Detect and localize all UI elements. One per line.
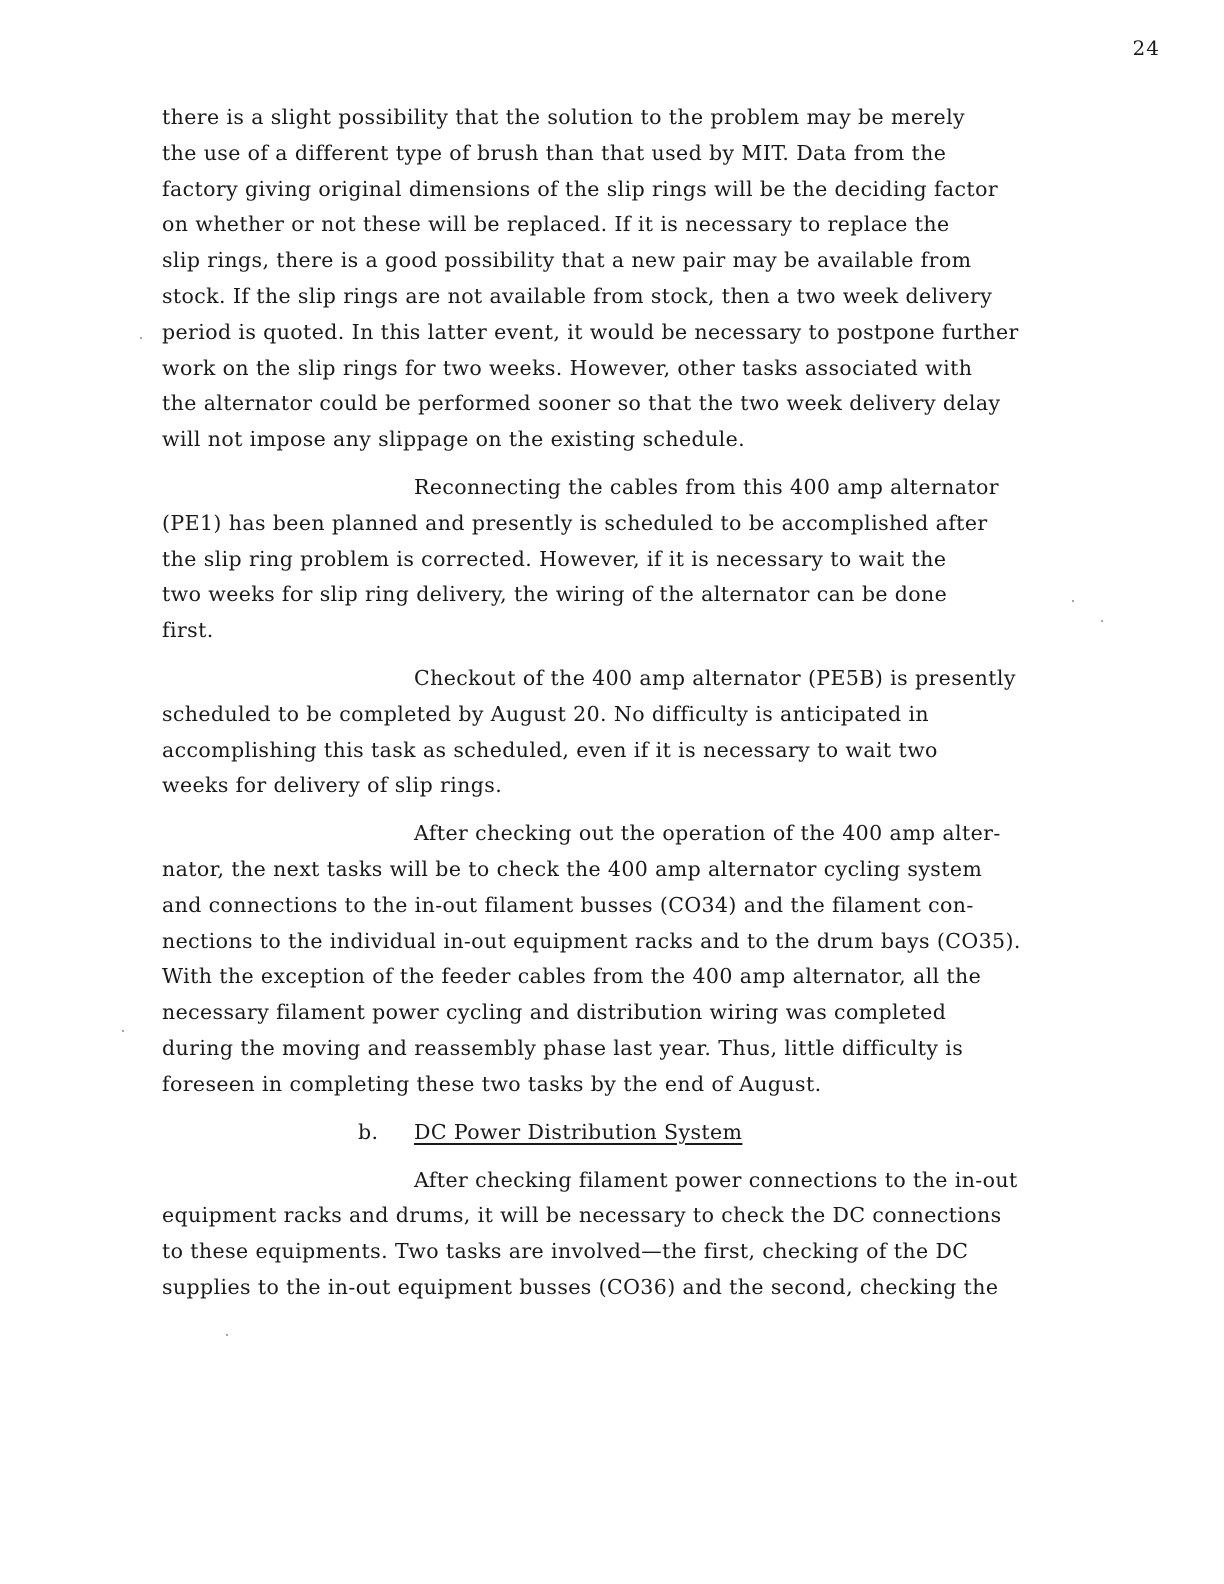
text-line: the alternator could be performed sooner so that the two week delivery delay	[162, 391, 1001, 416]
text-line: accomplishing this task as scheduled, even if it is necessary to wait two	[162, 737, 938, 762]
text-line: nator, the next tasks will be to check the 400 amp alternator cycling system	[162, 856, 983, 881]
text-line: weeks for delivery of slip rings.	[162, 773, 503, 798]
scan-speck	[1101, 620, 1103, 622]
section-letter: b.	[358, 1119, 379, 1144]
text-line: Checkout of the 400 amp alternator (PE5B) is presently	[414, 665, 1016, 690]
text-line: necessary filament power cycling and distribution wiring was completed	[162, 1000, 947, 1025]
text-line: scheduled to be completed by August 20. No difficulty is anticipated in	[162, 701, 930, 726]
text-line: equipment racks and drums, it will be necessary to check the DC connections	[162, 1203, 1002, 1228]
text-line: to these equipments. Two tasks are involved—the first, checking of the DC	[162, 1239, 969, 1264]
scan-speck	[226, 1334, 228, 1336]
section-title: DC Power Distribution System	[414, 1119, 743, 1144]
text-line: on whether or not these will be replaced. If it is necessary to replace the	[162, 212, 950, 237]
scan-speck	[1072, 600, 1074, 602]
text-line: After checking out the operation of the 400 amp alter-	[414, 821, 1001, 846]
text-line: period is quoted. In this latter event, it would be necessary to postpone further	[162, 319, 1019, 344]
paragraph-4	[162, 816, 1112, 1102]
text-line: After checking filament power connections to the in-out	[414, 1167, 1018, 1192]
text-line: first.	[162, 618, 214, 643]
text-line: work on the slip rings for two weeks. However, other tasks associated with	[162, 355, 973, 380]
text-line: Reconnecting the cables from this 400 amp alternator	[414, 474, 999, 499]
text-line: stock. If the slip rings are not available from stock, then a two week delivery	[162, 283, 993, 308]
section-heading	[162, 1115, 1112, 1151]
page-number: 24	[1132, 36, 1160, 60]
text-line: nections to the individual in-out equipment racks and to the drum bays (CO35).	[162, 928, 1021, 953]
text-line: supplies to the in-out equipment busses (CO36) and the second, checking the	[162, 1274, 999, 1299]
text-line: foreseen in completing these two tasks by the end of August.	[162, 1071, 822, 1096]
text-line: factory giving original dimensions of the slip rings will be the deciding factor	[162, 176, 999, 201]
scan-speck	[122, 1030, 124, 1032]
text-line: the use of a different type of brush than that used by MIT. Data from the	[162, 140, 947, 165]
text-line: will not impose any slippage on the existing schedule.	[162, 427, 746, 452]
text-line: during the moving and reassembly phase last year. Thus, little difficulty is	[162, 1035, 964, 1060]
paragraph-1	[162, 100, 1112, 458]
text-line: and connections to the in-out filament busses (CO34) and the filament con-	[162, 892, 974, 917]
body-text	[162, 100, 1112, 1306]
scan-speck	[140, 337, 142, 339]
text-line: two weeks for slip ring delivery, the wiring of the alternator can be done	[162, 582, 948, 607]
paragraph-3	[162, 661, 1112, 804]
paragraph-2	[162, 470, 1112, 649]
text-line: the slip ring problem is corrected. However, if it is necessary to wait the	[162, 546, 947, 571]
text-line: there is a slight possibility that the solution to the problem may be merely	[162, 105, 966, 129]
paragraph-5	[162, 1163, 1112, 1306]
text-line: slip rings, there is a good possibility that a new pair may be available from	[162, 248, 972, 273]
text-line: With the exception of the feeder cables from the 400 amp alternator, all the	[162, 964, 982, 989]
text-line: (PE1) has been planned and presently is scheduled to be accomplished after	[162, 510, 988, 535]
